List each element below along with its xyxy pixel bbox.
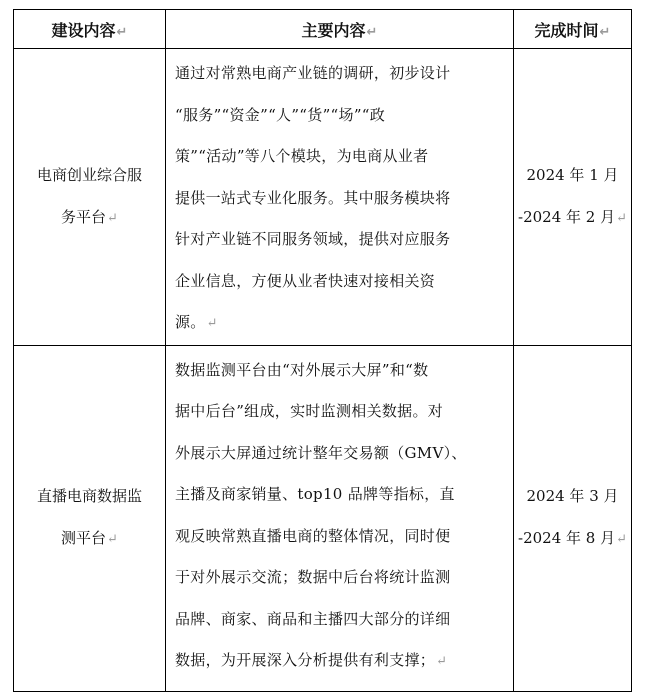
content-line: 通过对常熟电商产业链的调研，初步设计 [175,64,451,82]
name-line: 直播电商数据监 [36,487,142,505]
row-content-cell [166,49,514,346]
time-line: -2024 年 8 月↵ [518,529,627,547]
content-line: 主播及商家销量、top10 品牌等指标，直 [175,485,455,503]
content-line: 策”“活动”等八个模块，为电商从业者 [175,147,429,165]
content-line: 据中后台”组成，实时监测相关数据。对 [175,402,444,420]
paragraph-mark-icon: ↵ [616,210,627,226]
content-line: “服务”“资金”“人”“货”“场”“政 [175,105,386,124]
time-line: -2024 年 2 月↵ [518,207,627,226]
content-line: 数据，为开展深入分析提供有利支撑；↵ [175,651,448,669]
paragraph-mark-icon: ↵ [366,24,378,40]
content-line: 于对外展示交流；数据中后台将统计监测 [175,568,451,586]
content-line: 数据监测平台由“对外展示大屏”和“数 [175,360,429,379]
paragraph-mark-icon: ↵ [436,654,448,669]
row-content-cell [166,345,514,691]
name-line: 务平台↵ [61,207,118,226]
paragraph-mark-icon: ↵ [616,532,627,547]
name-line: 电商创业综合服 [36,165,142,184]
paragraph-mark-icon: ↵ [599,24,611,40]
paragraph-mark-icon: ↵ [116,24,128,40]
header-main-content: 主要内容↵ [166,10,514,49]
header-completion-time: 完成时间↵ [514,10,632,49]
row-time-cell [514,49,632,346]
paragraph-mark-icon: ↵ [107,210,118,226]
content-line: 企业信息，方便从业者快速对接相关资 [175,271,436,290]
content-line: 提供一站式专业化服务。其中服务模块将 [175,188,451,207]
header-row [14,10,632,49]
paragraph-mark-icon: ↵ [206,316,218,331]
content-line: 外展示大屏通过统计整年交易额（GMV）、 [175,443,467,462]
content-line: 观反映常熟直播电商的整体情况，同时便 [175,526,451,545]
content-line: 品牌、商家、商品和主播四大部分的详细 [175,609,451,628]
header-construction-content: 建设内容↵ [14,10,166,49]
paragraph-mark-icon: ↵ [107,532,118,547]
table-row [14,345,632,691]
row-name-cell [14,345,166,691]
construction-table [13,9,632,692]
row-name-cell [14,49,166,346]
time-line: 2024 年 3 月 [526,487,619,505]
time-line: 2024 年 1 月 [526,165,619,184]
content-line: 源。↵ [175,313,218,331]
content-line: 针对产业链不同服务领域，提供对应服务 [175,230,451,248]
name-line: 测平台↵ [61,529,118,547]
row-time-cell [514,345,632,691]
table-row [14,49,632,346]
